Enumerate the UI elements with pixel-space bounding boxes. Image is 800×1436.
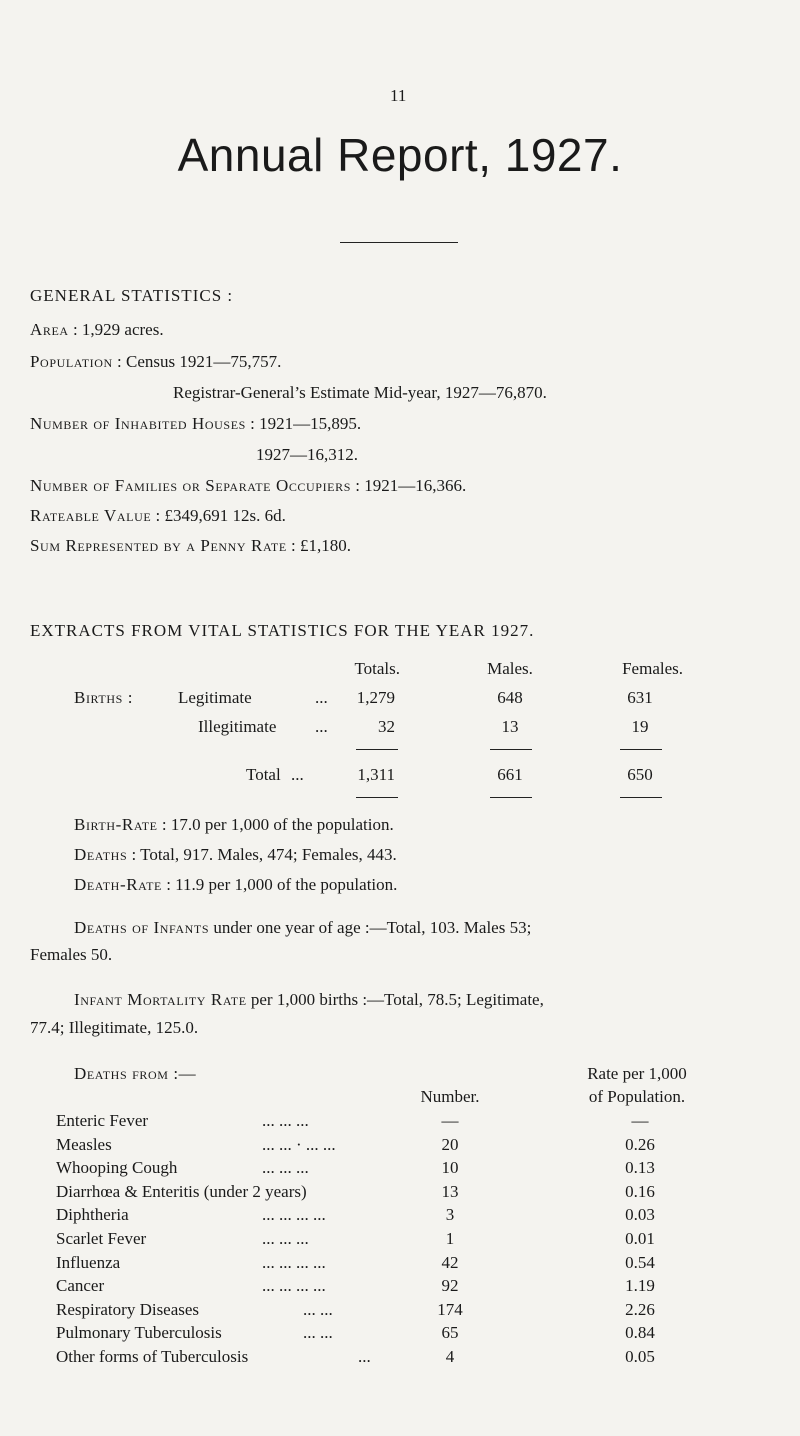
cause-label: Measles [56,1135,112,1154]
death-rate-label: Death-Rate [74,875,162,894]
total-bottom-rule-males [490,797,532,798]
total-bottom-rule-females [620,797,662,798]
rateable-line: Rateable Value : £349,691 12s. 6d. [30,506,286,525]
deaths-label: Deaths [74,845,128,864]
legitimate-label: Legitimate [178,688,252,707]
cause-rate: 0.26 [625,1135,655,1154]
cause-label: Diphtheria [56,1205,129,1224]
infant-mortality-line-2: 77.4; Illegitimate, 125.0. [30,1018,199,1037]
cause-rate: 2.26 [625,1300,655,1319]
general-statistics-heading: GENERAL STATISTICS : [30,286,234,305]
families-value: 1921—16,366. [364,476,467,495]
total-dots: ... [291,765,304,784]
rate-header-2: of Population. [588,1087,686,1106]
birth-rate-value: 17.0 per 1,000 of the population. [170,815,394,834]
cause-number: 42 [441,1253,459,1272]
vital-statistics-heading: EXTRACTS FROM VITAL STATISTICS FOR THE YEAR 1927. [30,621,535,640]
total-males: 661 [497,765,523,784]
births-label [74,688,133,708]
cause-number: 3 [445,1205,455,1224]
cause-dots: ... ... ... [262,1111,309,1130]
population-estimate: Registrar-General’s Estimate Mid-year, 1927—76,870. [173,383,547,402]
number-header: Number. [420,1087,480,1106]
cause-number: 65 [441,1323,459,1342]
deaths-from-heading [74,1064,196,1084]
cause-number: — [441,1111,459,1130]
rateable-value: £349,691 12s. 6d. [164,506,286,525]
cause-label: Cancer [56,1276,105,1295]
cause-label: Respiratory Diseases [56,1300,200,1319]
houses-line: Number of Inhabited Houses : 1921—15,895. [30,414,362,433]
title-divider [340,242,458,243]
penny-rate-label: Sum Represented by a Penny Rate [30,536,287,555]
death-rate-line: Death-Rate : 11.9 per 1,000 of the population. [74,875,398,894]
families-label: Number of Families or Separate Occupiers [30,476,351,495]
total-label: Total [246,765,281,784]
col-males-header: Males. [487,659,533,678]
cause-label: Scarlet Fever [56,1229,147,1248]
population-census: Census 1921—75,757. [126,352,282,371]
cause-number: 20 [441,1135,459,1154]
deaths-from-heading-text: Deaths from :— [74,1064,197,1083]
illegitimate-label: Illegitimate [198,717,277,736]
cause-rate: 0.01 [625,1229,655,1248]
cause-label: Enteric Fever [56,1111,149,1130]
houses-1921: 1921—15,895. [259,414,362,433]
cause-rate: 0.03 [625,1205,655,1224]
illegitimate-females: 19 [631,717,649,736]
page-number: 11 [390,86,407,105]
cause-dots: ... ... ... ... [262,1205,326,1224]
page-title: Annual Report, 1927. [177,129,623,181]
total-total: 1,311 [357,765,395,784]
cause-label: Other forms of Tuberculosis [56,1347,249,1366]
cause-label: Diarrhœa & Enteritis (under 2 years) [56,1182,307,1201]
rate-header-1: Rate per 1,000 [587,1064,687,1083]
legitimate-males: 648 [497,688,523,707]
cause-dots: ... ... ... ... [262,1253,326,1272]
legitimate-dots: ... [315,688,328,707]
illegitimate-males: 13 [501,717,519,736]
legitimate-total: 1,279 [356,688,395,707]
infant-mortality-label: Infant Mortality Rate [74,990,247,1009]
cause-number: 174 [437,1300,463,1319]
rateable-label: Rateable Value [30,506,152,525]
area-line: Area : 1,929 acres. [30,320,164,339]
cause-dots: ... ... ... [262,1229,309,1248]
families-line: Number of Families or Separate Occupiers : 1921—16,366. [30,476,467,495]
illegitimate-dots: ... [315,717,328,736]
cause-dots: ... ... ... [262,1158,309,1177]
infant-mortality-text: per 1,000 births :—Total, 78.5; Legitimate, [250,990,544,1009]
cause-number: 13 [441,1182,459,1201]
area-value: 1,929 acres. [81,320,164,339]
total-top-rule-females [620,749,662,750]
area-label: Area [30,320,69,339]
infant-deaths-label: Deaths of Infants [74,918,210,937]
legitimate-females: 631 [627,688,653,707]
cause-dots: ... ... [303,1300,333,1319]
population-line: Population : Census 1921—75,757. [30,352,282,371]
death-rate-value: 11.9 per 1,000 of the population. [175,875,398,894]
col-totals-header: Totals. [354,659,400,678]
birth-rate-label: Birth-Rate [74,815,158,834]
cause-number: 1 [445,1229,455,1248]
population-label: Population [30,352,113,371]
penny-rate-value: £1,180. [300,536,352,555]
cause-rate: 1.19 [625,1276,655,1295]
cause-rate: 0.84 [625,1323,655,1342]
cause-label: Whooping Cough [56,1158,178,1177]
birth-rate-line: Birth-Rate : 17.0 per 1,000 of the population. [74,815,394,834]
infant-deaths-text: under one year of age :—Total, 103. Males 53; [213,918,532,937]
infant-deaths-line [74,918,531,938]
houses-label: Number of Inhabited Houses [30,414,246,433]
cause-dots: ... ... ... ... [262,1276,326,1295]
total-top-rule-males [490,749,532,750]
penny-rate-line: Sum Represented by a Penny Rate : £1,180. [30,536,352,555]
total-top-rule-totals [356,749,398,750]
cause-rate: — [631,1111,649,1130]
houses-1927: 1927—16,312. [256,445,358,464]
total-bottom-rule-totals [356,797,398,798]
cause-dots: ... ... · ... ... [262,1135,336,1154]
births-label-text: Births : [74,688,134,707]
cause-rate: 0.54 [625,1253,655,1272]
infant-deaths-line-2: Females 50. [30,945,113,964]
deaths-value: Total, 917. Males, 474; Females, 443. [140,845,397,864]
cause-number: 92 [441,1276,459,1295]
cause-number: 4 [445,1347,455,1366]
cause-dots: ... ... [303,1323,333,1342]
cause-rate: 0.13 [625,1158,655,1177]
deaths-line: Deaths : Total, 917. Males, 474; Females, 443. [74,845,397,864]
total-females: 650 [627,765,653,784]
illegitimate-total: 32 [378,717,395,736]
cause-label: Pulmonary Tuberculosis [56,1323,222,1342]
cause-label: Influenza [56,1253,121,1272]
col-females-header: Females. [622,659,683,678]
cause-number: 10 [441,1158,459,1177]
cause-rate: 0.16 [625,1182,655,1201]
cause-dots: ... [358,1347,371,1366]
cause-rate: 0.05 [625,1347,655,1366]
infant-mortality-line [74,990,544,1010]
